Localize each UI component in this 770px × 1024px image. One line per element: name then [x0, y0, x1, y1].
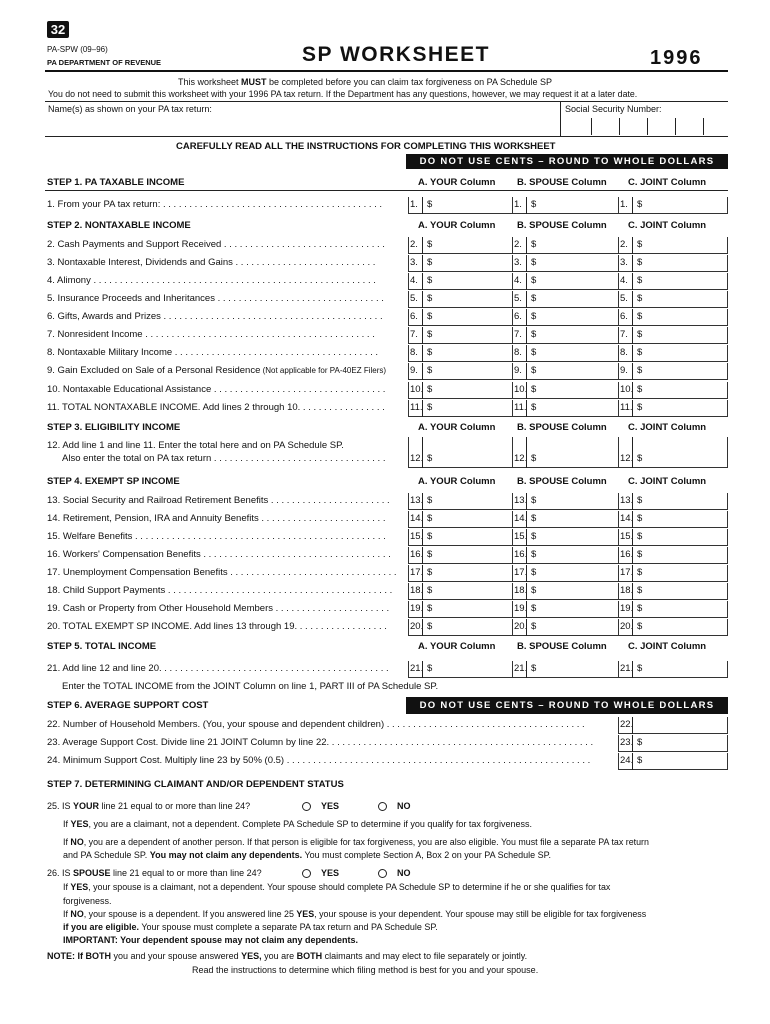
step5-heading: STEP 5. TOTAL INCOME [47, 641, 157, 652]
line-l12-col-c[interactable] [618, 437, 728, 468]
line-l18-num-b: 18. [514, 585, 528, 596]
dollar-sign: $ [637, 755, 643, 766]
dollar-sign: $ [427, 199, 433, 210]
line-l5-col-c[interactable] [618, 291, 728, 308]
p26-no-cont: if you are eligible. Your spouse must complete a separate PA tax return and PA Schedule SP. [63, 922, 438, 932]
line-l17-num-a: 17. [410, 567, 424, 578]
line-l13-num-a: 13. [410, 495, 424, 506]
dollar-sign: $ [637, 549, 643, 560]
instructions-heading: CAREFULLY READ ALL THE INSTRUCTIONS FOR COMPLETING THIS WORKSHEET [176, 141, 556, 152]
line-l16-num-c: 16. [620, 549, 634, 560]
line-l9-col-c[interactable] [618, 363, 728, 380]
line-l12-col-b[interactable] [512, 437, 618, 468]
line-l4-col-b[interactable] [512, 273, 618, 290]
line-l18-col-c[interactable] [618, 583, 728, 600]
line-l2-col-b[interactable] [512, 237, 618, 254]
step2-heading: STEP 2. NONTAXABLE INCOME [47, 220, 191, 231]
line-l20-num-a: 20. [410, 621, 424, 632]
line-l14-col-a[interactable] [408, 511, 512, 528]
intro-line-1: This worksheet MUST be completed before you can claim tax forgiveness on PA Schedule SP [178, 77, 553, 87]
line-l19-col-b[interactable] [512, 601, 618, 618]
line-l15-col-b[interactable] [512, 529, 618, 546]
line-l9-num-c: 9. [620, 365, 628, 376]
dollar-sign: $ [427, 365, 433, 376]
line-l1-col-b[interactable] [512, 197, 618, 214]
line-l6-num-a: 6. [410, 311, 418, 322]
step7-heading: STEP 7. DETERMINING CLAIMANT AND/OR DEPENDENT STATUS [47, 779, 344, 790]
dollar-sign: $ [427, 621, 433, 632]
col-b-header-1: B. SPOUSE Column [517, 177, 607, 188]
line-l8-col-c[interactable] [618, 345, 728, 362]
line-l15-col-c[interactable] [618, 529, 728, 546]
line-l7-num-c: 7. [620, 329, 628, 340]
dollar-sign: $ [427, 384, 433, 395]
line-l12-num-a: 12. [410, 453, 424, 464]
line-l19-num-c: 19. [620, 603, 634, 614]
ssn-input[interactable] [563, 118, 726, 135]
dollar-sign: $ [427, 257, 433, 268]
dollar-sign: $ [427, 347, 433, 358]
line-l10-col-b[interactable] [512, 382, 618, 399]
col-c-header-2: C. JOINT Column [628, 220, 707, 231]
dollar-sign: $ [637, 275, 643, 286]
line-l14-col-b[interactable] [512, 511, 618, 528]
p25-yes: If YES, you are a claimant, not a dependent. Complete PA Schedule SP to determine if you qualify for tax forgiveness. [63, 819, 532, 829]
line-l3-col-b[interactable] [512, 255, 618, 272]
line-l11-label: 11. TOTAL NONTAXABLE INCOME. Add lines 2 through 10. . . . . . . . . . . . . . . . . [47, 402, 385, 413]
dollar-sign: $ [637, 585, 643, 596]
dollar-sign: $ [427, 453, 433, 464]
dollar-sign: $ [531, 199, 537, 210]
line-l15-label: 15. Welfare Benefits . . . . . . . . . . . . . . . . . . . . . . . . . . . . . . . . . . . . . . . . . . . . . . . . [47, 531, 386, 542]
line-l23-input[interactable] [618, 735, 728, 752]
line-l3-num-c: 3. [620, 257, 628, 268]
line-l21-num-c: 21. [620, 663, 634, 674]
line-l3-num-a: 3. [410, 257, 418, 268]
p26-yes-cont: forgiveness. [63, 896, 112, 906]
line-l1-col-a[interactable] [408, 197, 512, 214]
line-l21-num-a: 21. [410, 663, 424, 674]
dollar-sign: $ [531, 347, 537, 358]
line-l7-col-c[interactable] [618, 327, 728, 344]
p25-no: If NO, you are a dependent of another person. If that person is eligible for tax forgiveness, you are also eligible. You must file a separate PA tax return [63, 837, 649, 847]
line-l3-num-b: 3. [514, 257, 522, 268]
line-l5-num-a: 5. [410, 293, 418, 304]
col-b-header-3: B. SPOUSE Column [517, 422, 607, 433]
col-a-header-4: A. YOUR Column [418, 476, 496, 487]
line-l24-input[interactable] [618, 753, 728, 770]
line-l5-label: 5. Insurance Proceeds and Inheritances . . . . . . . . . . . . . . . . . . . . . . . . . . . . . . . . [47, 293, 384, 304]
line-l16-num-a: 16. [410, 549, 424, 560]
line-l15-num-b: 15. [514, 531, 528, 542]
radio-no-25[interactable] [378, 802, 387, 811]
dollar-sign: $ [531, 663, 537, 674]
dollar-sign: $ [427, 293, 433, 304]
names-label: Name(s) as shown on your PA tax return: [48, 104, 212, 114]
important-note: IMPORTANT: Your dependent spouse may not claim any dependents. [63, 935, 359, 945]
line-l9-col-a[interactable] [408, 363, 512, 380]
dollar-sign: $ [637, 567, 643, 578]
line-l15-num-c: 15. [620, 531, 634, 542]
dollar-sign: $ [637, 663, 643, 674]
dollar-sign: $ [531, 495, 537, 506]
line-l2-num-a: 2. [410, 239, 418, 250]
dollar-sign: $ [427, 549, 433, 560]
col-a-header-1: A. YOUR Column [418, 177, 496, 188]
p26-no: If NO, your spouse is a dependent. If you answered line 25 YES, your spouse is your dependent. Your spouse may still be eligible for tax forgiveness [63, 909, 647, 919]
line-l17-col-a[interactable] [408, 565, 512, 582]
q25: 25. IS YOUR line 21 equal to or more than line 24? [47, 801, 251, 811]
radio-yes-26[interactable] [302, 869, 311, 878]
col-c-header-3: C. JOINT Column [628, 422, 707, 433]
line-l7-num-a: 7. [410, 329, 418, 340]
form-code: PA-SPW (09–96) [47, 45, 108, 54]
line-12-label-b: Also enter the total on PA tax return . . . . . . . . . . . . . . . . . . . . . . . . . . . . . . . . . [62, 453, 386, 464]
line-l16-label: 16. Workers' Compensation Benefits . . . . . . . . . . . . . . . . . . . . . . . . . . . . . . . . . . . . [47, 549, 391, 560]
line-l21-col-a[interactable] [408, 661, 512, 678]
dollar-sign: $ [637, 365, 643, 376]
intro-line-2: You do not need to submit this worksheet with your 1996 PA tax return. If the Department has any questions, however, we may request it at a later date. [48, 89, 638, 99]
page-title: SP WORKSHEET [302, 43, 490, 66]
line-l14-label: 14. Retirement, Pension, IRA and Annuity Benefits . . . . . . . . . . . . . . . . . . . . . . . . [47, 513, 386, 524]
line-l20-col-b[interactable] [512, 619, 618, 636]
line-l16-num-b: 16. [514, 549, 528, 560]
line-l9-num-b: 9. [514, 365, 522, 376]
dollar-sign: $ [531, 567, 537, 578]
col-b-header-2: B. SPOUSE Column [517, 220, 607, 231]
line-l12-num-c: 12. [620, 453, 634, 464]
line-l7-col-b[interactable] [512, 327, 618, 344]
radio-yes-25[interactable] [302, 802, 311, 811]
line-l5-num-b: 5. [514, 293, 522, 304]
dollar-sign: $ [427, 603, 433, 614]
line-l16-col-a[interactable] [408, 547, 512, 564]
p26-yes: If YES, your spouse is a claimant, not a dependent. Your spouse should complete PA Schedule SP to determine if he or she qualifies for tax [63, 882, 611, 892]
line-l6-num-b: 6. [514, 311, 522, 322]
line-l9-col-b[interactable] [512, 363, 618, 380]
line-l10-num-a: 10. [410, 384, 424, 395]
dollar-sign: $ [637, 495, 643, 506]
dollar-sign: $ [637, 621, 643, 632]
q25-yes[interactable]: YES [302, 800, 339, 812]
dollar-sign: $ [637, 329, 643, 340]
line-l17-col-b[interactable] [512, 565, 618, 582]
dollar-sign: $ [531, 239, 537, 250]
dollar-sign: $ [637, 453, 643, 464]
line-l17-label: 17. Unemployment Compensation Benefits . . . . . . . . . . . . . . . . . . . . . . . . . . . . . . . . [47, 567, 397, 578]
line-l13-col-a[interactable] [408, 493, 512, 510]
line-l23-num: 23. [620, 737, 634, 748]
line-l14-num-a: 14. [410, 513, 424, 524]
line-l13-num-b: 13. [514, 495, 528, 506]
line-l4-num-c: 4. [620, 275, 628, 286]
radio-no-26[interactable] [378, 869, 387, 878]
q26: 26. IS SPOUSE line 21 equal to or more than line 24? [47, 868, 262, 878]
line-l24-num: 24. [620, 755, 634, 766]
line-l19-num-b: 19. [514, 603, 528, 614]
line-l13-num-c: 13. [620, 495, 634, 506]
step1-heading: STEP 1. PA TAXABLE INCOME [47, 177, 185, 188]
line-l10-num-c: 10. [620, 384, 634, 395]
line-l22-num: 22. [620, 719, 634, 730]
line-l9-label: 9. Gain Excluded on Sale of a Personal Residence (Not applicable for PA-40EZ Filers) [47, 365, 387, 376]
step4-heading: STEP 4. EXEMPT SP INCOME [47, 476, 180, 487]
line-l2-num-b: 2. [514, 239, 522, 250]
dollar-sign: $ [531, 621, 537, 632]
p25-no-cont: and PA Schedule SP. You may not claim any dependents. You must complete Section A, Box 2 on your PA Schedule SP. [63, 850, 551, 860]
line-l7-col-a[interactable] [408, 327, 512, 344]
line-l11-col-b[interactable] [512, 400, 618, 417]
dollar-sign: $ [531, 531, 537, 542]
dollar-sign: $ [427, 495, 433, 506]
dollar-sign: $ [531, 257, 537, 268]
tax-year: 1996 [650, 47, 703, 69]
line-l14-num-c: 14. [620, 513, 634, 524]
line-l10-col-c[interactable] [618, 382, 728, 399]
line-l16-col-b[interactable] [512, 547, 618, 564]
dollar-sign: $ [637, 384, 643, 395]
line-l18-col-a[interactable] [408, 583, 512, 600]
line-l18-label: 18. Child Support Payments . . . . . . . . . . . . . . . . . . . . . . . . . . . . . . . . . . . . . . . . . . . [47, 585, 393, 596]
col-c-header-4: C. JOINT Column [628, 476, 707, 487]
dollar-sign: $ [531, 453, 537, 464]
line-l20-col-c[interactable] [618, 619, 728, 636]
dollar-sign: $ [427, 663, 433, 674]
dollar-sign: $ [427, 567, 433, 578]
line-l2-col-a[interactable] [408, 237, 512, 254]
line-l22-input[interactable] [618, 717, 728, 734]
col-a-header-5: A. YOUR Column [418, 641, 496, 652]
dollar-sign: $ [637, 199, 643, 210]
line-l8-num-a: 8. [410, 347, 418, 358]
line-l3-col-c[interactable] [618, 255, 728, 272]
line-l22-label: 22. Number of Household Members. (You, your spouse and dependent children) . . . . . . . . . . . . . . . . . . . . . . . . . . . . . . . . . . . . . . [47, 719, 585, 730]
line-l2-col-c[interactable] [618, 237, 728, 254]
line-l17-col-c[interactable] [618, 565, 728, 582]
line-l21-col-c[interactable] [618, 661, 728, 678]
line-l21-label: 21. Add line 12 and line 20. . . . . . . . . . . . . . . . . . . . . . . . . . . . . . . . . . . . . . . . . . . . [47, 663, 389, 674]
line-l8-num-c: 8. [620, 347, 628, 358]
form-number-badge [47, 21, 69, 38]
dollar-sign: $ [427, 311, 433, 322]
line-l1-num-b: 1. [514, 199, 522, 210]
dollar-sign: $ [427, 329, 433, 340]
line-l10-num-b: 10. [514, 384, 528, 395]
no-cents-banner-2: DO NOT USE CENTS – ROUND TO WHOLE DOLLARS [406, 697, 728, 714]
dollar-sign: $ [637, 293, 643, 304]
line-l21-num-b: 21. [514, 663, 528, 674]
line-l6-col-b[interactable] [512, 309, 618, 326]
dollar-sign: $ [637, 257, 643, 268]
dollar-sign: $ [531, 513, 537, 524]
step3-heading: STEP 3. ELIGIBILITY INCOME [47, 422, 181, 433]
line-l1-col-c[interactable] [618, 197, 728, 214]
line-12-label-a: 12. Add line 1 and line 11. Enter the total here and on PA Schedule SP. [47, 440, 344, 451]
line-l15-col-a[interactable] [408, 529, 512, 546]
dollar-sign: $ [531, 585, 537, 596]
line-l21-col-b[interactable] [512, 661, 618, 678]
line-l19-col-c[interactable] [618, 601, 728, 618]
line-l18-num-a: 18. [410, 585, 424, 596]
col-b-header-4: B. SPOUSE Column [517, 476, 607, 487]
line-l15-num-a: 15. [410, 531, 424, 542]
line-l19-col-a[interactable] [408, 601, 512, 618]
dollar-sign: $ [531, 329, 537, 340]
line-l11-num-c: 11. [620, 402, 633, 413]
no-cents-banner: DO NOT USE CENTS – ROUND TO WHOLE DOLLARS [406, 154, 728, 169]
dollar-sign: $ [531, 311, 537, 322]
line-l10-label: 10. Nontaxable Educational Assistance . . . . . . . . . . . . . . . . . . . . . . . . . . . . . . . . . [47, 384, 386, 395]
line-l4-num-a: 4. [410, 275, 418, 286]
line-l17-num-b: 17. [514, 567, 528, 578]
line-l4-label: 4. Alimony . . . . . . . . . . . . . . . . . . . . . . . . . . . . . . . . . . . . . . . . . . . . . . . . . . . . . . [47, 275, 376, 286]
line-l11-col-c[interactable] [618, 400, 728, 417]
dollar-sign: $ [531, 402, 537, 413]
dollar-sign: $ [427, 239, 433, 250]
dollar-sign: $ [531, 365, 537, 376]
q25-no[interactable]: NO [378, 800, 411, 812]
line-l8-col-a[interactable] [408, 345, 512, 362]
line-l6-col-c[interactable] [618, 309, 728, 326]
dollar-sign: $ [531, 603, 537, 614]
col-c-header-1: C. JOINT Column [628, 177, 707, 188]
line-l12-num-b: 12. [514, 453, 528, 464]
note: NOTE: If BOTH you and your spouse answered YES, you are BOTH claimants and may elect to file separately or jointly. [47, 951, 528, 961]
line-l8-num-b: 8. [514, 347, 522, 358]
line-l5-num-c: 5. [620, 293, 628, 304]
dollar-sign: $ [531, 275, 537, 286]
ssn-label: Social Security Number: [565, 104, 662, 114]
department: PA DEPARTMENT OF REVENUE [47, 58, 162, 67]
dollar-sign: $ [637, 347, 643, 358]
line-l1-num-c: 1. [620, 199, 628, 210]
dollar-sign: $ [531, 549, 537, 560]
dollar-sign: $ [427, 275, 433, 286]
line-l20-num-c: 20. [620, 621, 634, 632]
q26-no[interactable]: NO [378, 867, 411, 879]
line-l13-col-c[interactable] [618, 493, 728, 510]
line-l13-label: 13. Social Security and Railroad Retirement Benefits . . . . . . . . . . . . . . . . . . . . . . . [47, 495, 390, 506]
dollar-sign: $ [427, 585, 433, 596]
line-l11-num-a: 11. [410, 402, 423, 413]
q26-yes[interactable]: YES [302, 867, 339, 879]
line-l19-label: 19. Cash or Property from Other Household Members . . . . . . . . . . . . . . . . . . . . . . [47, 603, 390, 614]
line-l16-col-c[interactable] [618, 547, 728, 564]
line-l1-num-a: 1. [410, 199, 418, 210]
line-l8-label: 8. Nontaxable Military Income . . . . . . . . . . . . . . . . . . . . . . . . . . . . . . . . . . . . . . . [47, 347, 379, 358]
dollar-sign: $ [637, 737, 643, 748]
line-l5-col-b[interactable] [512, 291, 618, 308]
line-l8-col-b[interactable] [512, 345, 618, 362]
dollar-sign: $ [427, 531, 433, 542]
line-l7-label: 7. Nonresident Income . . . . . . . . . . . . . . . . . . . . . . . . . . . . . . . . . . . . . . . . . . . . [47, 329, 375, 340]
line-l11-num-b: 11. [514, 402, 527, 413]
dollar-sign: $ [427, 402, 433, 413]
note-2: Read the instructions to determine which filing method is best for you and your spouse. [192, 965, 539, 975]
line-l12-col-a[interactable] [408, 437, 512, 468]
line-21-note: Enter the TOTAL INCOME from the JOINT Column on line 1, PART III of PA Schedule SP. [62, 681, 439, 692]
line-l1-label: 1. From your PA tax return: . . . . . . . . . . . . . . . . . . . . . . . . . . . . . . . . . . . . . . . . . . [47, 199, 383, 210]
line-l14-col-c[interactable] [618, 511, 728, 528]
line-l20-label: 20. TOTAL EXEMPT SP INCOME. Add lines 13 through 19. . . . . . . . . . . . . . . . . . [47, 621, 387, 632]
line-l6-col-a[interactable] [408, 309, 512, 326]
line-l13-col-b[interactable] [512, 493, 618, 510]
col-a-header-3: A. YOUR Column [418, 422, 496, 433]
line-l2-label: 2. Cash Payments and Support Received . . . . . . . . . . . . . . . . . . . . . . . . . . . . . . . [47, 239, 385, 250]
dollar-sign: $ [637, 402, 643, 413]
line-l24-label: 24. Minimum Support Cost. Multiply line 23 by 50% (0.5) . . . . . . . . . . . . . . . . . . . . . . . . . . . . . . . . . . . . . . . . . . . . . . . . . . . . . . . . . . [47, 755, 591, 766]
line-l18-num-c: 18. [620, 585, 634, 596]
dollar-sign: $ [531, 293, 537, 304]
dollar-sign: $ [637, 531, 643, 542]
col-c-header-5: C. JOINT Column [628, 641, 707, 652]
dollar-sign: $ [637, 239, 643, 250]
line-l23-label: 23. Average Support Cost. Divide line 21 JOINT Column by line 22. . . . . . . . . . . . . . . . . . . . . . . . . . . . . . . . . . . . . . . . . . . . . . . . . . . [47, 737, 594, 748]
dollar-sign: $ [637, 311, 643, 322]
line-l6-num-c: 6. [620, 311, 628, 322]
line-l4-col-c[interactable] [618, 273, 728, 290]
line-l20-num-b: 20. [514, 621, 528, 632]
line-l2-num-c: 2. [620, 239, 628, 250]
line-l10-col-a[interactable] [408, 382, 512, 399]
line-l9-num-a: 9. [410, 365, 418, 376]
line-l6-label: 6. Gifts, Awards and Prizes . . . . . . . . . . . . . . . . . . . . . . . . . . . . . . . . . . . . . . . . . . [47, 311, 383, 322]
line-l17-num-c: 17. [620, 567, 634, 578]
line-l19-num-a: 19. [410, 603, 424, 614]
dollar-sign: $ [531, 384, 537, 395]
dollar-sign: $ [637, 513, 643, 524]
line-l4-num-b: 4. [514, 275, 522, 286]
line-l11-col-a[interactable] [408, 400, 512, 417]
line-l20-col-a[interactable] [408, 619, 512, 636]
line-l5-col-a[interactable] [408, 291, 512, 308]
dollar-sign: $ [427, 513, 433, 524]
form-number: 32 [50, 22, 66, 37]
line-l3-label: 3. Nontaxable Interest, Dividends and Gains . . . . . . . . . . . . . . . . . . . . . . . . . . . [47, 257, 376, 268]
line-l7-num-b: 7. [514, 329, 522, 340]
step6-heading: STEP 6. AVERAGE SUPPORT COST [47, 700, 209, 711]
line-l14-num-b: 14. [514, 513, 528, 524]
line-l4-col-a[interactable] [408, 273, 512, 290]
col-b-header-5: B. SPOUSE Column [517, 641, 607, 652]
col-a-header-2: A. YOUR Column [418, 220, 496, 231]
line-l3-col-a[interactable] [408, 255, 512, 272]
dollar-sign: $ [637, 603, 643, 614]
line-l18-col-b[interactable] [512, 583, 618, 600]
